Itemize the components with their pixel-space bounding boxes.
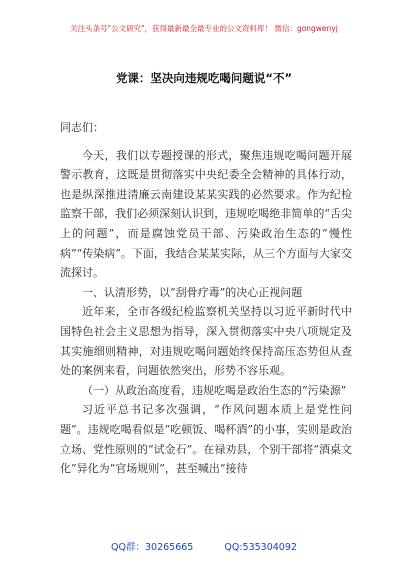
document-body (60, 118, 352, 479)
salutation: 同志们： (60, 121, 104, 134)
paragraph-political: 习近平总书记多次强调，“作风问题本质上是党性问题”。违规吃喝看似是“吃顿饭、喝杯酒”的小事，实则是政治立场、党性原则的“试金石”。在禄劝县，个别干部将“酒桌文化”异化为“官场规则”，甚至喊出“接待 (60, 403, 352, 476)
header-promo-note: 关注头条号"公文研究"，获得最新最全最专业的公文资料库！ 微信：gongwenyj (70, 24, 338, 33)
subsection-heading-1: （一）从政治高度看，违规吃喝是政治生态的“污染源” (82, 383, 347, 397)
document-title: 党课：坚决向违规吃喝问题说“不” (115, 71, 293, 85)
qq-number: QQ:535304092 (224, 542, 297, 553)
paragraph-situation: 近年来，全市各级纪检监察机关坚持以习近平新时代中国特色社会主义思想为指导，深入贯彻落实中央八项规定及其实施细则精神，对违规吃喝问题始终保持高压态势但从查处的案例来看，问题依然突出，形势不容乐观。 (60, 305, 352, 378)
section-heading-1: 一、认清形势，以“刮骨疗毒”的决心正视问题 (82, 285, 303, 299)
paragraph-intro: 今天，我们以专题授课的形式，聚焦违规吃喝问题开展警示教育，这既是贯彻落实中央纪委全会精神的具体行动，也是纵深推进清廉云南建设某某实践的必然要求。作为纪检监察干部，我们必须深刻认识到，违规吃喝绝非简单的“舌尖上的问题”，而是腐蚀党员干部、污染政治生态的“慢性病”“传染病”。下面，我结合某某实际，从三个方面与大家交流探讨。 (60, 148, 352, 280)
footer-contact (0, 539, 408, 553)
qq-group-number: QQ群：30265665 (111, 542, 194, 553)
